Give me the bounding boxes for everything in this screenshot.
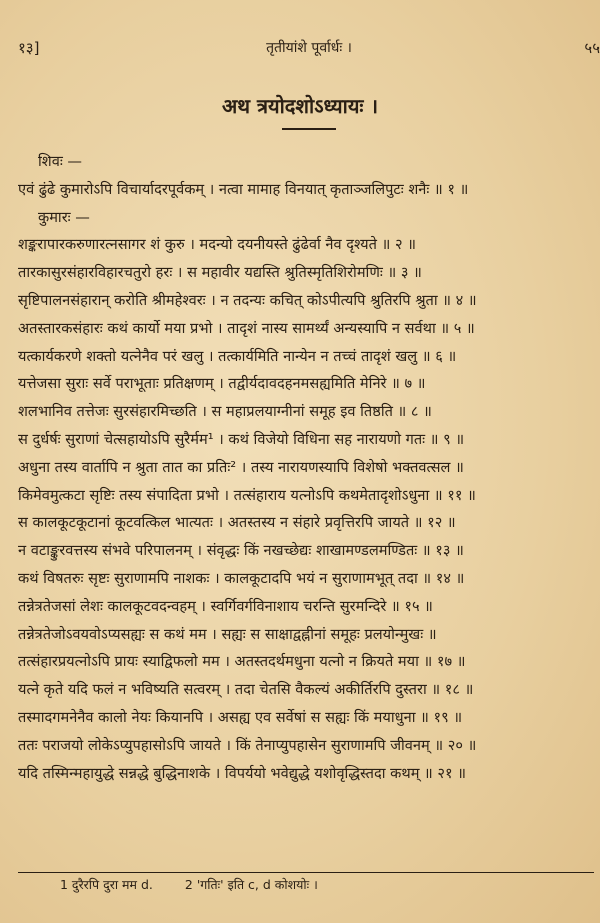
verse-line: किमेवमुत्कटा सृष्टिः तस्य संपादिता प्रभो । तत्संहाराय यत्नोऽपि कथमेतादृशोऽधुना ॥ ११ ॥ — [18, 486, 476, 504]
verse-line: तन्नेत्रतेजसां लेशः कालकूटवदन्वहम् । स्वर्गिवर्गविनाशाय चरन्ति सुरमन्दिरे ॥ १५ ॥ — [18, 597, 433, 615]
speaker-label: कुमारः — — [38, 208, 90, 226]
footnote-2: 2 'गतिः' इति c, d कोशयोः । — [184, 877, 318, 892]
title-divider — [282, 128, 336, 130]
verse-line: शङ्करापारकरुणारत्नसागर शं कुरु । मदन्यो दयनीयस्ते ढुंढेर्वा नैव दृश्यते ॥ २ ॥ — [18, 236, 416, 254]
footnotes — [60, 876, 346, 894]
verse-line: यदि तस्मिन्महायुद्धे सन्नद्धे बुद्धिनाशके । विपर्ययो भवेद्युद्धे यशोवृद्धिस्तदा कथम् ॥ २१ ॥ — [18, 764, 466, 782]
verse-line: एवं ढुंढे कुमारोऽपि विचार्यादरपूर्वकम् । नत्वा मामाह विनयात् कृताञ्जलिपुटः शनैः ॥ १ ॥ — [18, 180, 469, 198]
verse-line: तत्संहारप्रयत्नोऽपि प्रायः स्याद्विफलो मम । अतस्तदर्थमधुना यत्नो न क्रियते मया ॥ १७ ॥ — [18, 653, 466, 671]
verse-line: सृष्टिपालनसंहारान् करोति श्रीमहेश्वरः । न तदन्यः कचित् कोऽपीत्यपि श्रुतिरपि श्रुता ॥ ४ ॥ — [18, 291, 477, 309]
page-number: ५५ — [584, 39, 600, 57]
verse-line: अतस्तारकसंहारः कथं कार्यो मया प्रभो । तादृशं नास्य सामर्थ्यं अन्यस्यापि न सर्वथा ॥ ५ ॥ — [18, 319, 475, 337]
verse-line: ततः पराजयो लोकेऽप्युपहासोऽपि जायते । किं तेनाप्युपहासेन सुराणामपि जीवनम् ॥ २० ॥ — [18, 736, 477, 754]
verse-line: यत्ने कृते यदि फलं न भविष्यति सत्वरम् । तदा चेतसि वैकल्यं अकीर्तिरपि दुस्तरा ॥ १८ ॥ — [18, 681, 474, 699]
verse-line: न वटाङ्कुरवत्तस्य संभवे परिपालनम् । संवृद्धः किं नखच्छेद्यः शाखामण्डलमण्डितः ॥ १३ ॥ — [18, 542, 464, 560]
verse-line: तन्नेत्रतेजोऽवयवोऽप्यसह्यः स कथं मम । सह्यः स साक्षाद्वह्नीनां समूहः प्रलयोन्मुखः ॥ — [18, 625, 437, 643]
running-title: तृतीयांशे पूर्वार्धः । — [266, 40, 352, 56]
verse-line: शलभानिव तत्तेजः सुरसंहारमिच्छति । स महाप्रलयाग्नीनां समूह इव तिष्ठति ॥ ८ ॥ — [18, 403, 432, 421]
verse-line: स दुर्धर्षः सुराणां चेत्सहायोऽपि सुरैर्मम¹ । कथं विजेयो विधिना सह नारायणो गतः ॥ ९ ॥ — [18, 430, 465, 448]
verse-line: अधुना तस्य वार्तापि न श्रुता तात का प्रतिः² । तस्य नारायणस्यापि विशेषो भक्तवत्सल ॥ — [18, 458, 464, 476]
verse-line: तस्मादगमनेनैव कालो नेयः कियानपि । असह्य एव सर्वेषां स सह्यः किं मयाधुना ॥ १९ ॥ — [18, 708, 463, 726]
verse-line: कथं विषतरुः सृष्टः सुराणामपि नाशकः । कालकूटादपि भयं न सुराणामभूत् तदा ॥ १४ ॥ — [18, 569, 465, 587]
left-page-marker: १३] — [18, 39, 40, 57]
verse-line: तारकासुरसंहारविहारचतुरो हरः । स महावीर यद्यस्ति श्रुतिस्मृतिशिरोमणिः ॥ ३ ॥ — [18, 264, 422, 282]
chapter-title: अथ त्रयोदशोऽध्यायः । — [221, 94, 379, 118]
footnote-1: 1 दुरैरपि दुरा मम d. — [60, 877, 153, 892]
verse-line: यत्तेजसा सुराः सर्वे पराभूताः प्रतिक्षणम् । तद्वीर्यदावदहनमसह्यमिति मेनिरे ॥ ७ ॥ — [18, 375, 426, 393]
verse-line: यत्कार्यकरणे शक्तो यत्नेनैव परं खलु । तत्कार्यमिति नान्येन न तच्चं तादृशं खलु ॥ ६ ॥ — [18, 347, 457, 365]
speaker-label: शिवः — — [38, 153, 82, 170]
page-header — [18, 38, 600, 62]
verse-line: स कालकूटकूटानां कूटवत्किल भात्यतः । अतस्तस्य न संहारे प्रवृत्तिरपि जायते ॥ १२ ॥ — [18, 514, 456, 532]
footnote-divider — [18, 872, 594, 873]
verse-body — [18, 148, 592, 787]
